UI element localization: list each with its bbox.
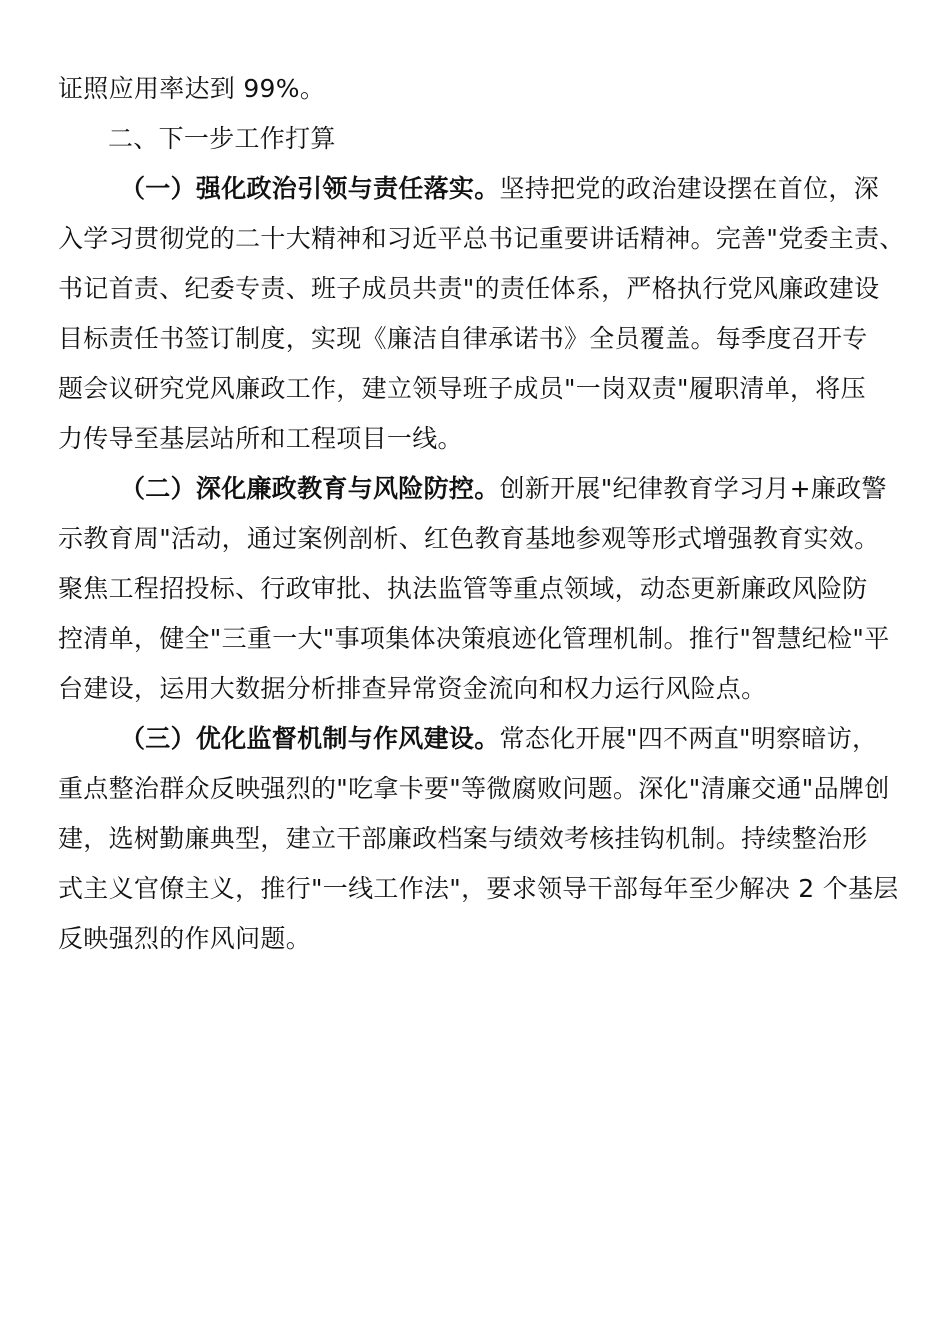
line-text: 重点整治群众反映强烈的"吃拿卡要"等微腐败问题。深化"清廉交通"品牌创: [58, 774, 890, 803]
paragraph-3-line: [58, 764, 894, 814]
document-body: [58, 64, 905, 964]
paragraph-2-line: [58, 664, 894, 714]
line-text: 书记首责、纪委专责、班子成员共责"的责任体系，严格执行党风廉政建设: [58, 274, 880, 303]
line-text: 聚焦工程招投标、行政审批、执法监管等重点领域，动态更新廉政风险防: [58, 574, 868, 603]
paragraph-continuation: [58, 64, 894, 114]
paragraph-2-line: [58, 564, 894, 614]
paragraph-1-line: [58, 264, 894, 314]
paragraph-3-title: （三）优化监督机制与作风建设。: [120, 724, 500, 753]
paragraph-2-line: [58, 464, 894, 514]
paragraph-2-title: （二）深化廉政教育与风险防控。: [120, 474, 500, 503]
heading-text: 二、下一步工作打算: [108, 124, 336, 153]
line-text: 坚持把党的政治建设摆在首位，深: [499, 174, 880, 203]
line-text: 反映强烈的作风问题。: [58, 924, 312, 953]
paragraph-3-line: [58, 714, 894, 764]
line-text: 目标责任书签订制度，实现《廉洁自律承诺书》全员覆盖。每季度召开专: [58, 324, 868, 353]
line-text: 常态化开展"四不两直"明察暗访，: [499, 724, 878, 753]
paragraph-1-line: [58, 414, 894, 464]
paragraph-1-line: [58, 164, 894, 214]
paragraph-3-line: [58, 864, 899, 914]
line-text: 证照应用率达到 99%。: [58, 74, 326, 103]
line-text: 力传导至基层站所和工程项目一线。: [58, 424, 463, 453]
section-heading: [58, 114, 894, 164]
line-text: 控清单，健全"三重一大"事项集体决策痕迹化管理机制。推行"智慧纪检"平: [58, 624, 890, 653]
line-text: 创新开展"纪律教育学习月+廉政警: [499, 474, 887, 503]
paragraph-3-line: [58, 914, 894, 964]
paragraph-2-line: [58, 614, 894, 664]
paragraph-2-line: [58, 514, 894, 564]
paragraph-1-line: [58, 364, 894, 414]
paragraph-3-line: [58, 814, 894, 864]
line-text: 式主义官僚主义，推行"一线工作法"，要求领导干部每年至少解决 2 个基层: [58, 874, 899, 903]
line-text: 示教育周"活动，通过案例剖析、红色教育基地参观等形式增强教育实效。: [58, 524, 880, 553]
paragraph-1-line: [58, 314, 894, 364]
line-text: 建，选树勤廉典型，建立干部廉政档案与绩效考核挂钩机制。持续整治形: [58, 824, 868, 853]
paragraph-1-title: （一）强化政治引领与责任落实。: [120, 174, 500, 203]
line-text: 题会议研究党风廉政工作，建立领导班子成员"一岗双责"履职清单，将压: [58, 374, 866, 403]
line-text: 台建设，运用大数据分析排查异常资金流向和权力运行风险点。: [58, 674, 767, 703]
line-text: 入学习贯彻党的二十大精神和习近平总书记重要讲话精神。完善"党委主责、: [58, 224, 905, 253]
paragraph-1-line: [58, 214, 905, 264]
